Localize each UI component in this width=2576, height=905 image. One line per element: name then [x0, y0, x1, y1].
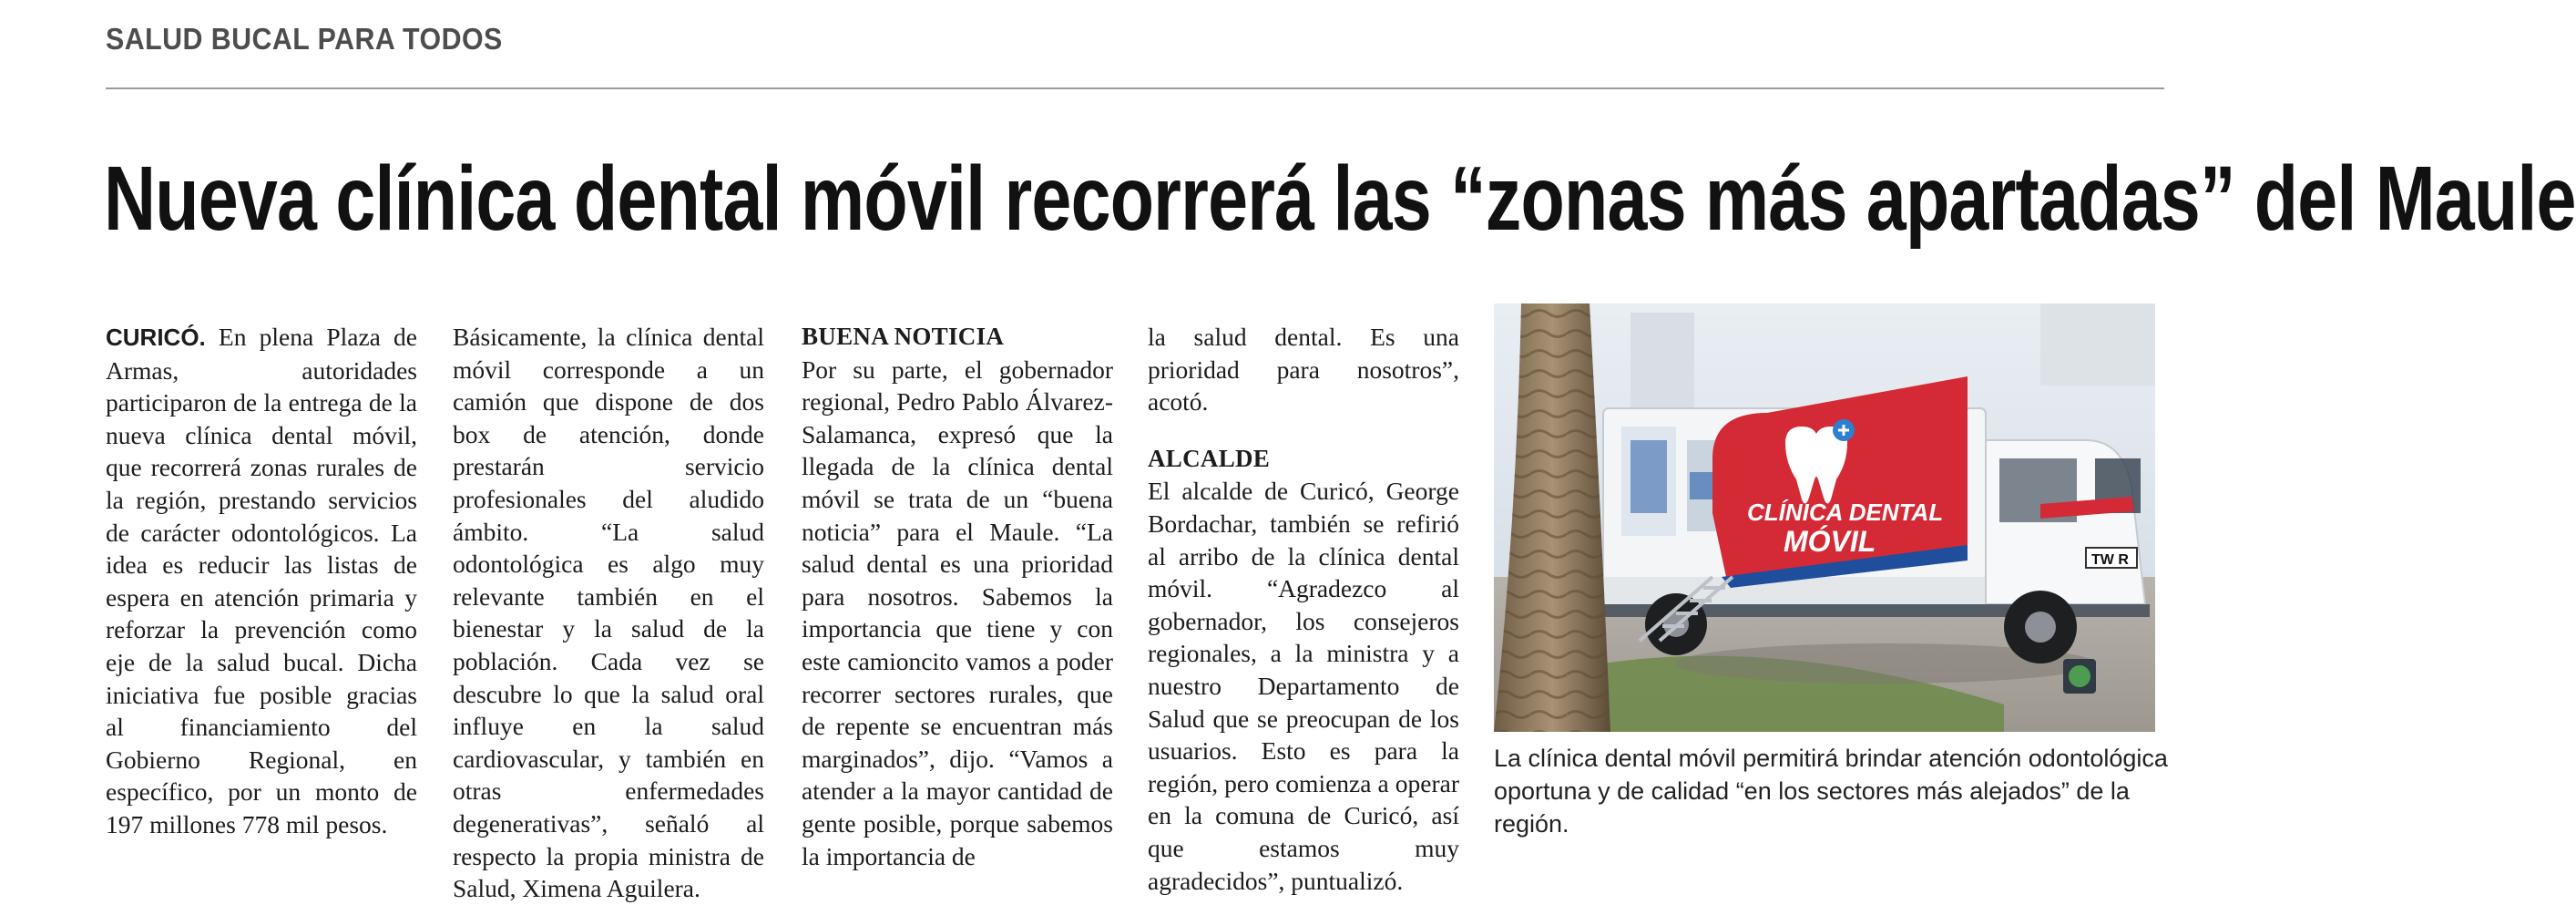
- background-building: [1630, 313, 1694, 413]
- article-column-4: [1148, 321, 1459, 897]
- paragraph-gap: [1148, 418, 1459, 443]
- license-plate: TW R: [2091, 552, 2129, 568]
- truck-sign-line1: CLÍNICA DENTAL: [1747, 499, 1944, 526]
- paragraph: El alcalde de Curicó, George Bordachar, también se refirió al arribo de la clínica dental móvil. “Agradezco al gobernador, los consejeros regionales, a la ministra y a nuestro Departamento de Salud que se preocupan de los usuarios. Esto es para la región, pero comienza a operar en la comuna de Curicó, así que estamos muy agradecidos”, puntualizó.: [1148, 477, 1459, 895]
- subhead-alcalde: ALCALDE: [1148, 444, 1271, 472]
- truck-sign-line2: MÓVIL: [1784, 525, 1876, 558]
- lead-paragraph: [106, 321, 417, 841]
- paragraph: Básicamente, la clínica dental móvil corresponde a un camión que dispone de dos box de atención, donde prestarán servicio profesionales del aludido ámbito. “La salud odontológica es algo muy relevante también en el bienestar y la salud de la población. Cada vez se descubre lo que la salud oral influye en la salud cardiovascular, y también en otras enfermedades degenerativas”, señaló al respecto la propia ministra de Salud, Ximena Aguilera.: [453, 323, 764, 903]
- section-label: SALUD BUCAL PARA TODOS: [106, 22, 503, 56]
- paragraph: la salud dental. Es una prioridad para nosotros”, acotó.: [1148, 323, 1459, 417]
- article-column-1: [106, 321, 417, 841]
- paragraph: Por su parte, el gobernador regional, Pedro Pablo Álvarez-Salamanca, expresó que la llegada de la clínica dental móvil se trata de un “buena noticia” para el Maule. “La salud dental es una prioridad para nosotros. Sabemos la importancia que tiene y con este camioncito vamos a poder recorrer sectores rurales, que de repente se encuentran más marginados”, dijo. “Vamos a atender a la mayor cantidad de gente posible, porque sabemos la importancia de: [802, 355, 1113, 870]
- section-divider: [106, 87, 2164, 89]
- article-column-3: [802, 321, 1113, 872]
- photo-caption: La clínica dental móvil permitirá brindar atención odontológica oportuna y de calidad “en los sectores más alejados” de la región.: [1494, 745, 2168, 838]
- headline: Nueva clínica dental móvil recorrerá las “zonas más apartadas” del Maule: [104, 148, 2576, 250]
- article-column-2: [453, 321, 764, 905]
- lead-text: En plena Plaza de Armas, autoridades participaron de la entrega de la nueva clínica dental móvil, que recorrerá zonas rurales de la región, prestando servicios de carácter odontológicos. La idea es reducir las listas de espera en atención primaria y reforzar la prevención como eje de la salud bucal. Dicha iniciativa fue posible gracias al financiamiento del Gobierno Regional, en específico, por un monto de 197 millones 778 mil pesos.: [106, 323, 417, 838]
- dateline: CURICÓ.: [106, 324, 206, 351]
- subhead-buena-noticia: BUENA NOTICIA: [802, 323, 1005, 350]
- mobile-clinic-truck-photo: [1494, 303, 2155, 732]
- news-photo: [1494, 303, 2155, 732]
